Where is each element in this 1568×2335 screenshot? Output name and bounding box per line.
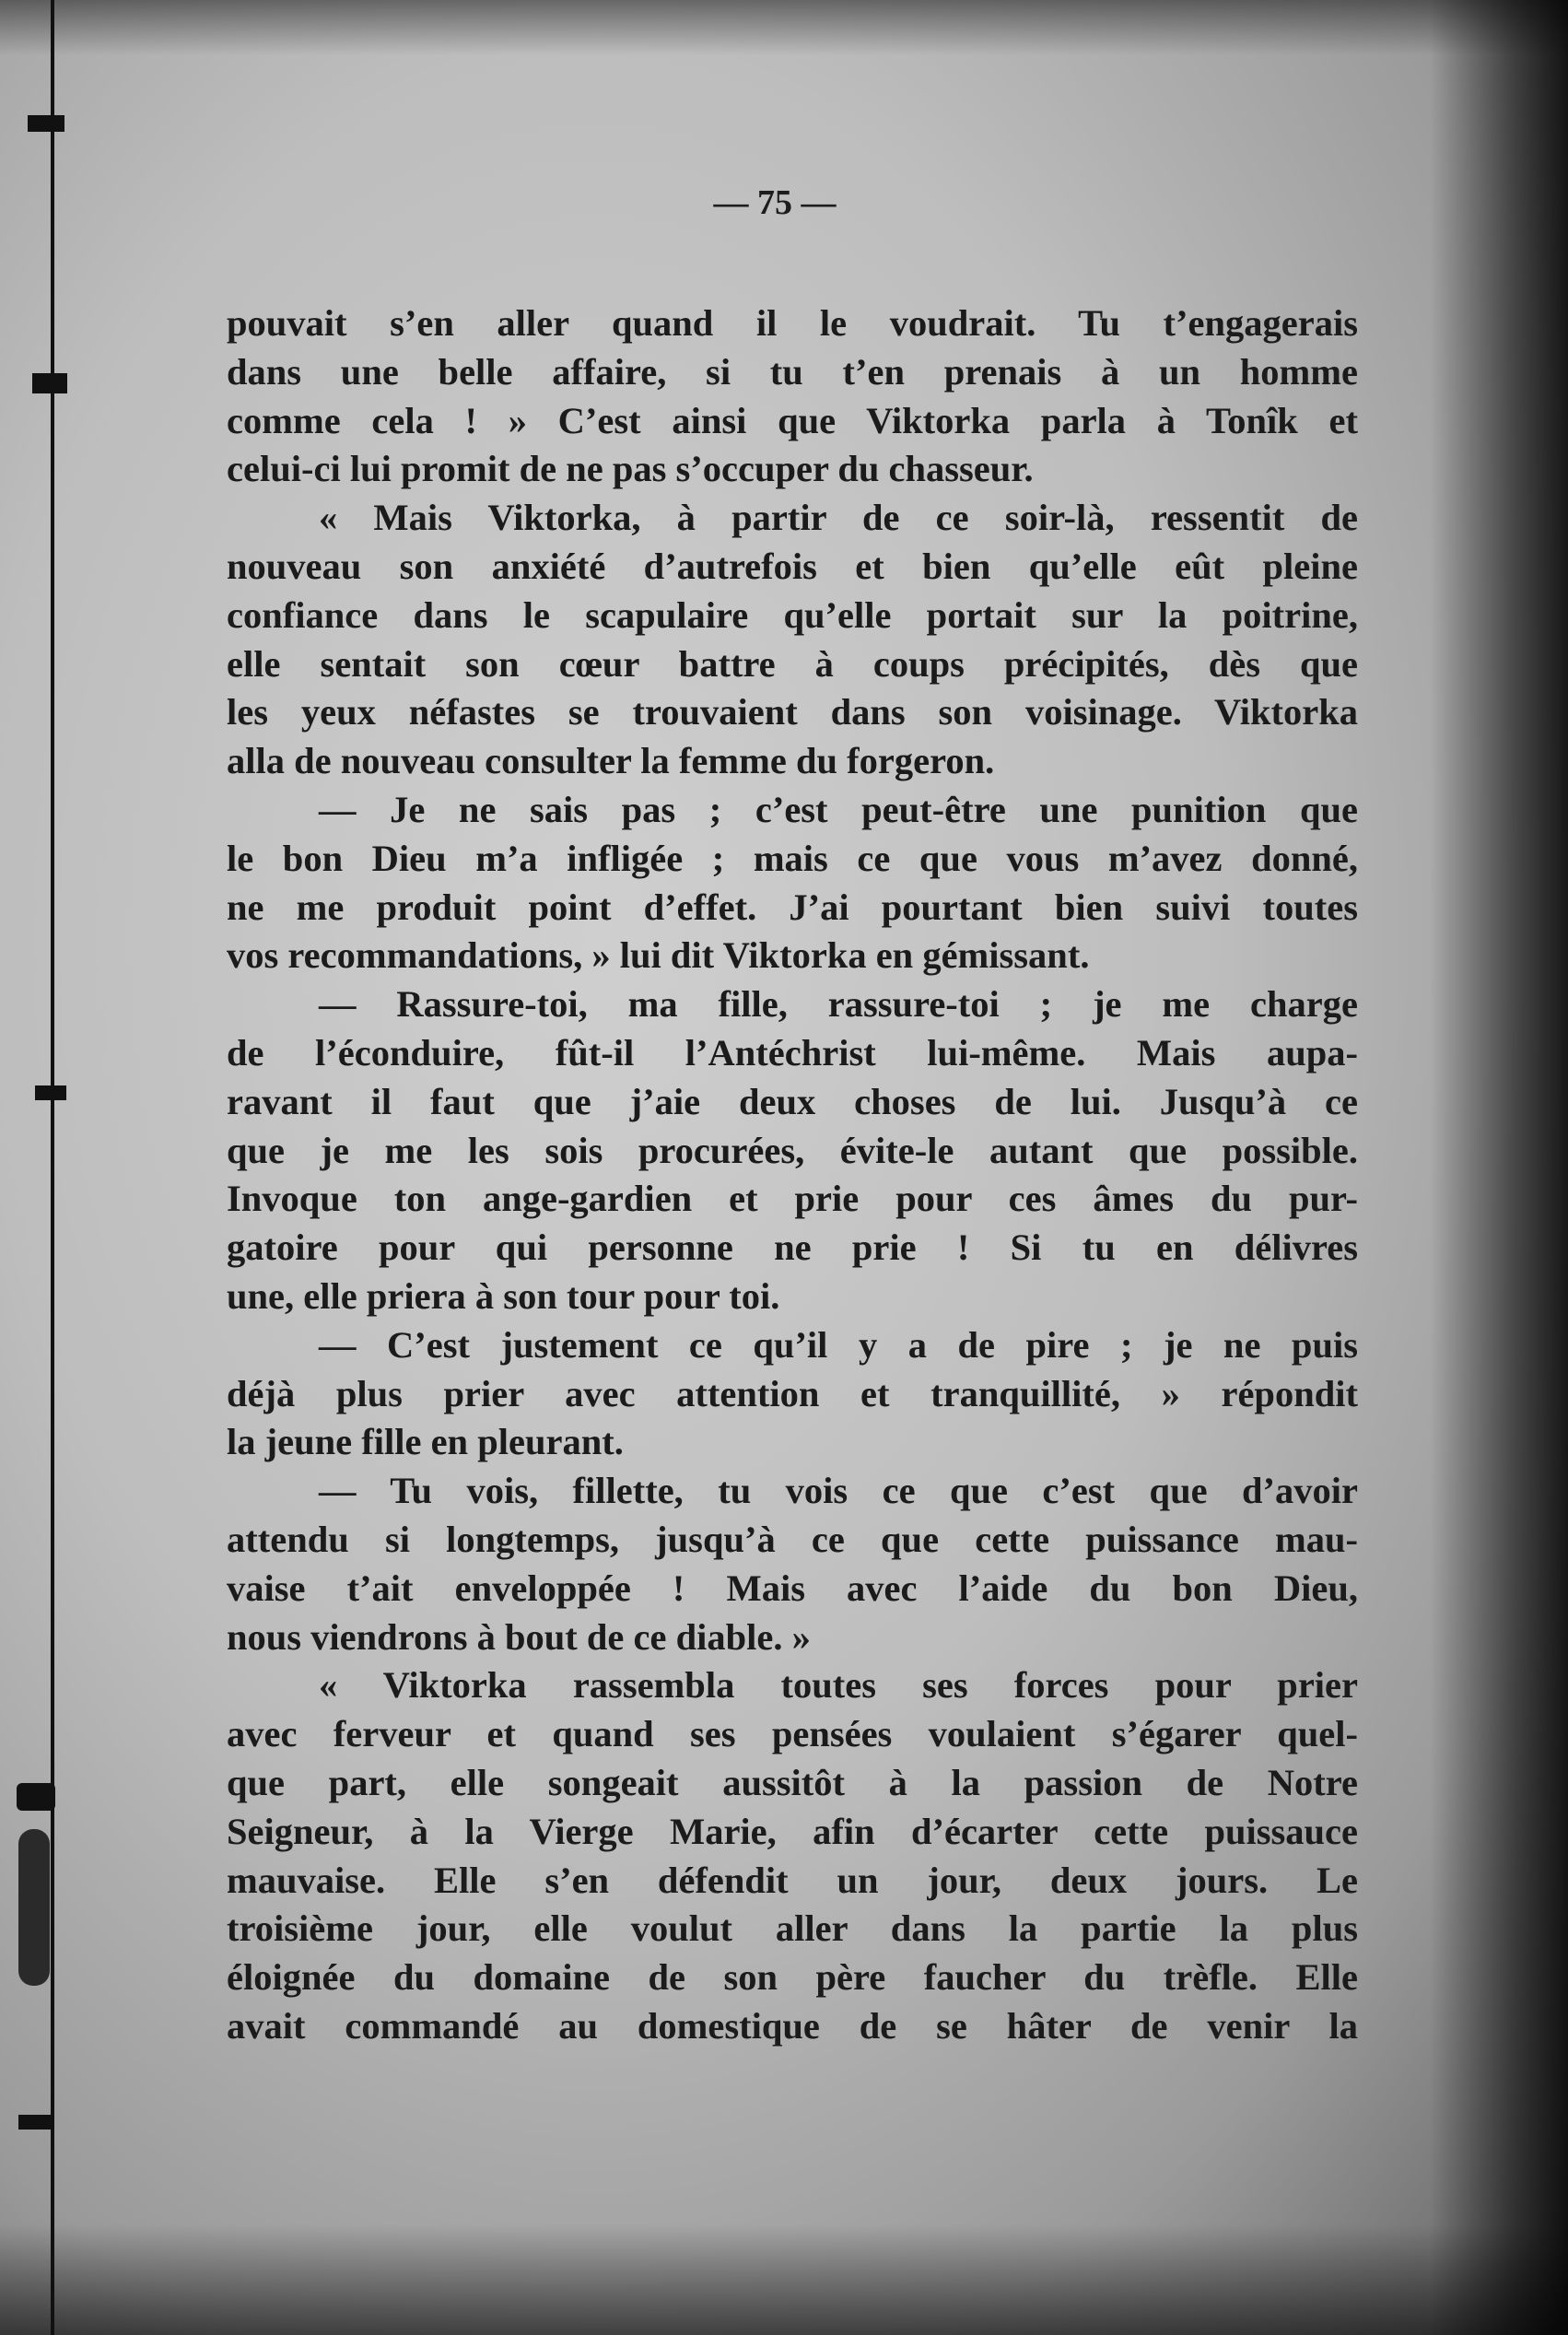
- text-line: comme cela ! » C’est ainsi que Viktorka parla à Tonîk et: [227, 399, 1358, 441]
- text-line: avec ferveur et quand ses pensées voulaient s’égarer quel-: [227, 1713, 1358, 1755]
- text-line: avait commandé au domestique de se hâter de venir la: [227, 2004, 1358, 2047]
- binding-mark: [32, 373, 67, 393]
- top-scan-shadow: [0, 0, 1568, 55]
- text-line: une, elle priera à son tour pour toi.: [227, 1274, 780, 1317]
- text-line: de l’éconduire, fût-il l’Antéchrist lui-même. Mais aupa-: [227, 1031, 1358, 1074]
- text-line: nouveau son anxiété d’autrefois et bien qu’elle eût pleine: [227, 545, 1358, 587]
- binding-line: [51, 0, 54, 2335]
- text-line: la jeune fille en pleurant.: [227, 1421, 624, 1463]
- text-line: Invoque ton ange-gardien et prie pour ces âmes du pur-: [227, 1178, 1358, 1220]
- text-line: celui-ci lui promit de ne pas s’occuper du chasseur.: [227, 448, 1034, 490]
- text-line: vos recommandations, » lui dit Viktorka en gémissant.: [227, 934, 1090, 977]
- text-line: gatoire pour qui personne ne prie ! Si tu en délivres: [227, 1226, 1358, 1269]
- text-line: nous viendrons à bout de ce diable. »: [227, 1615, 811, 1658]
- text-line: vaise t’ait enveloppée ! Mais avec l’aide du bon Dieu,: [227, 1566, 1358, 1609]
- text-line: éloignée du domaine de son père faucher du trèfle. Elle: [227, 1956, 1358, 1999]
- right-scan-shadow: [1430, 0, 1568, 2335]
- binding-mark: [18, 2115, 53, 2130]
- text-line: dans une belle affaire, si tu t’en prenais à un homme: [227, 350, 1358, 393]
- text-line: déjà plus prier avec attention et tranquillité, » répondit: [227, 1372, 1358, 1414]
- text-line: ne me produit point d’effet. J’ai pourtant bien suivi toutes: [227, 886, 1358, 928]
- text-line: — Rassure-toi, ma fille, rassure-toi ; je me charge: [319, 983, 1358, 1026]
- binding-mark: [17, 1783, 55, 1811]
- binding-edge: [0, 0, 64, 2335]
- text-line: — Je ne sais pas ; c’est peut-être une punition que: [319, 788, 1358, 830]
- text-line: elle sentait son cœur battre à coups précipités, dès que: [227, 642, 1358, 685]
- text-line: que je me les sois procurées, évite-le autant que possible.: [227, 1129, 1358, 1171]
- text-line: les yeux néfastes se trouvaient dans son voisinage. Viktorka: [227, 691, 1358, 733]
- text-line: pouvait s’en aller quand il le voudrait. Tu t’engagerais: [227, 302, 1358, 344]
- binding-mark: [35, 1085, 66, 1100]
- page-text: [227, 299, 1358, 2051]
- text-line: — Tu vois, fillette, tu vois ce que c’est que d’avoir: [319, 1470, 1358, 1512]
- text-line: « Viktorka rassembla toutes ses forces pour prier: [319, 1664, 1358, 1707]
- text-line: mauvaise. Elle s’en défendit un jour, deux jours. Le: [227, 1859, 1358, 1901]
- text-line: que part, elle songeait aussitôt à la passion de Notre: [227, 1761, 1358, 1803]
- page-number: — 75 —: [713, 183, 837, 222]
- text-line: — C’est justement ce qu’il y a de pire ; je ne puis: [319, 1323, 1358, 1366]
- text-line: troisième jour, elle voulut aller dans la partie la plus: [227, 1907, 1358, 1950]
- text-line: le bon Dieu m’a infligée ; mais ce que vous m’avez donné,: [227, 837, 1358, 879]
- text-line: « Mais Viktorka, à partir de ce soir-là, ressentit de: [319, 497, 1358, 539]
- text-line: Seigneur, à la Vierge Marie, afin d’écarter cette puissauce: [227, 1810, 1358, 1852]
- binding-mark: [18, 1829, 50, 1986]
- text-line: confiance dans le scapulaire qu’elle portait sur la poitrine,: [227, 593, 1358, 636]
- text-line: ravant il faut que j’aie deux choses de lui. Jusqu’à ce: [227, 1080, 1358, 1122]
- bottom-scan-shadow: [0, 2224, 1568, 2335]
- text-line: alla de nouveau consulter la femme du forgeron.: [227, 740, 995, 782]
- text-line: attendu si longtemps, jusqu’à ce que cette puissance mau-: [227, 1518, 1358, 1560]
- binding-mark: [28, 115, 64, 132]
